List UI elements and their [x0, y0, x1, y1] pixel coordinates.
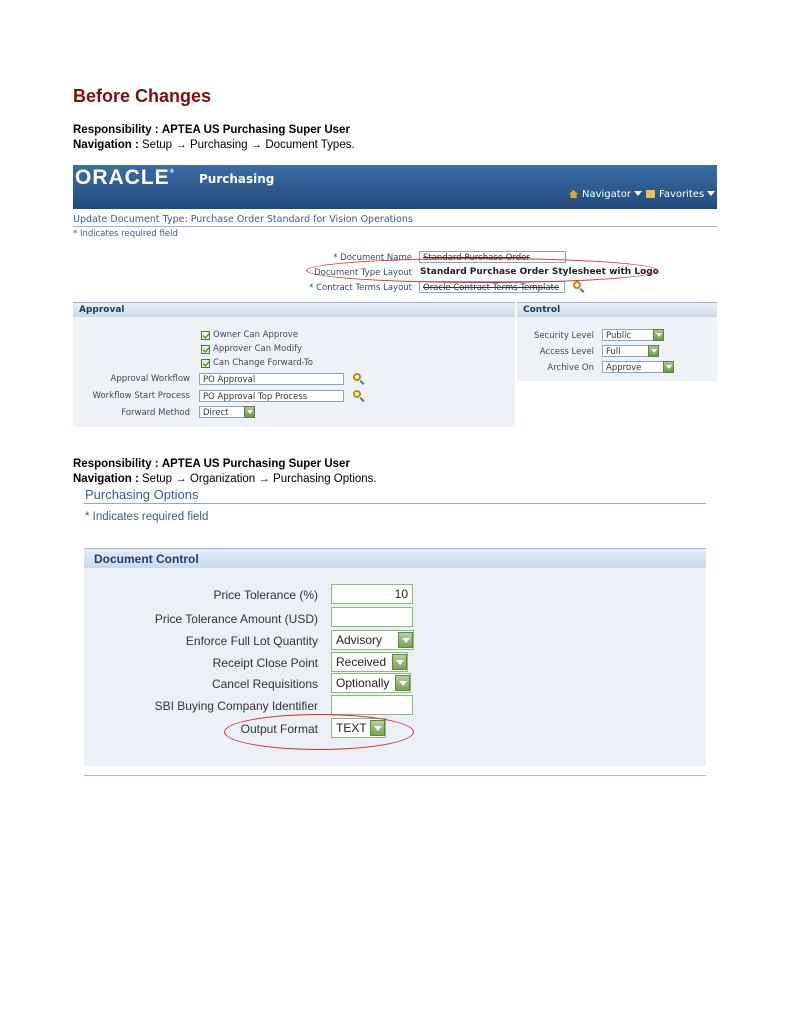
navigation-label: Navigation : [73, 139, 139, 151]
enforce-full-lot-label: Enforce Full Lot Quantity [185, 634, 318, 648]
page-title: Purchasing Options [85, 487, 199, 502]
oracle-logo: ORACLE® [75, 166, 176, 189]
receipt-close-point-label: Receipt Close Point [212, 656, 318, 670]
navigator-menu[interactable] [569, 189, 642, 200]
price-tolerance-input[interactable]: 10 [331, 584, 413, 604]
title-divider [84, 503, 706, 504]
cancel-requisitions-label: Cancel Requisitions [211, 677, 318, 691]
navigator-label: Navigator [582, 189, 631, 200]
home-icon [569, 190, 578, 198]
favorites-menu[interactable] [646, 189, 715, 200]
cancel-requisitions-select[interactable]: Optionally [331, 673, 411, 693]
contract-layout-field[interactable]: Oracle Contract Terms Template [419, 281, 565, 293]
responsibility-value: APTEA US Purchasing Super User [161, 458, 350, 470]
chevron-down-icon [634, 191, 642, 196]
workflow-start-field[interactable]: PO Approval Top Process [199, 390, 344, 402]
access-level-select[interactable]: Full [602, 345, 649, 357]
price-tolerance-amount-input[interactable] [331, 607, 413, 627]
page-heading: Before Changes [73, 86, 212, 106]
enforce-full-lot-select[interactable]: Advisory [331, 630, 414, 650]
forward-method-select[interactable]: Direct [199, 406, 245, 418]
annotation-oval-document-layout [306, 258, 658, 283]
approver-can-modify-checkbox[interactable] [201, 345, 210, 354]
oracle-brand-bar [73, 165, 717, 209]
forward-method-label: Forward Method [121, 408, 190, 418]
chevron-down-icon[interactable] [244, 406, 255, 418]
responsibility-label: Responsibility : [73, 124, 159, 136]
navigation-line-1 [73, 138, 355, 153]
workflow-start-label: Workflow Start Process [92, 391, 190, 401]
archive-on-select[interactable]: Approve [602, 361, 664, 373]
chevron-down-icon[interactable] [392, 654, 407, 670]
sbi-buying-company-label: SBI Buying Company Identifier [154, 699, 318, 713]
required-note: * Indicates required field [85, 511, 209, 523]
header-divider [73, 226, 717, 227]
control-section-header: Control [517, 302, 717, 317]
contract-layout-label: * Contract Terms Layout [309, 283, 412, 293]
responsibility-label: Responsibility : [73, 458, 159, 470]
purchasing-options-screenshot [84, 486, 706, 778]
annotation-oval-output-format [224, 714, 414, 750]
navigation-path: Setup → Purchasing → Document Types. [142, 139, 355, 151]
approval-workflow-field[interactable]: PO Approval [199, 373, 344, 385]
search-icon[interactable] [573, 281, 581, 289]
doc-type-layout-label: Document Type Layout [314, 268, 412, 278]
security-level-label: Security Level [533, 331, 594, 341]
approval-section-header: Approval [73, 302, 515, 317]
can-change-forward-to-label: Can Change Forward-To [213, 358, 313, 368]
document-types-screenshot [73, 165, 717, 428]
responsibility-value: APTEA US Purchasing Super User [161, 124, 350, 136]
archive-on-label: Archive On [547, 363, 594, 373]
document-control-header: Document Control [84, 548, 706, 568]
owner-can-approve-label: Owner Can Approve [213, 330, 299, 340]
price-tolerance-amount-label: Price Tolerance Amount (USD) [154, 612, 318, 626]
navigation-path: Setup → Organization → Purchasing Options. [142, 473, 377, 485]
approval-workflow-label: Approval Workflow [110, 374, 190, 384]
chevron-down-icon[interactable] [398, 632, 413, 648]
approver-can-modify-label: Approver Can Modify [213, 344, 302, 354]
folder-icon [646, 190, 655, 198]
search-icon[interactable] [353, 373, 361, 381]
search-icon[interactable] [353, 390, 361, 398]
chevron-down-icon[interactable] [653, 329, 664, 341]
responsibility-line-1 [73, 123, 350, 138]
can-change-forward-to-checkbox[interactable] [201, 359, 210, 368]
output-format-label: Output Format [240, 722, 318, 736]
chevron-down-icon[interactable] [648, 345, 659, 357]
favorites-label: Favorites [659, 189, 705, 200]
chevron-down-icon[interactable] [663, 361, 674, 373]
chevron-down-icon[interactable] [395, 675, 410, 691]
owner-can-approve-checkbox[interactable] [201, 331, 210, 340]
access-level-label: Access Level [539, 347, 594, 357]
required-note: * Indicates required field [73, 229, 178, 239]
responsibility-line-2 [73, 457, 350, 472]
sbi-buying-company-input[interactable] [331, 695, 413, 715]
output-format-select[interactable]: TEXT [331, 718, 386, 738]
navigation-label: Navigation : [73, 473, 139, 485]
document-name-field[interactable]: Standard Purchase Order [419, 251, 566, 263]
receipt-close-point-select[interactable]: Received [331, 652, 408, 672]
bottom-divider [84, 775, 706, 776]
app-name: Purchasing [199, 172, 275, 186]
page-header: Update Document Type: Purchase Order Standard for Vision Operations [73, 214, 413, 225]
security-level-select[interactable]: Public [602, 329, 654, 341]
price-tolerance-label: Price Tolerance (%) [213, 588, 318, 602]
document-name-label: * Document Name [333, 253, 412, 263]
chevron-down-icon [707, 191, 715, 196]
doc-type-layout-value: Standard Purchase Order Stylesheet with Logo [420, 267, 659, 277]
navigation-line-2 [73, 472, 377, 487]
